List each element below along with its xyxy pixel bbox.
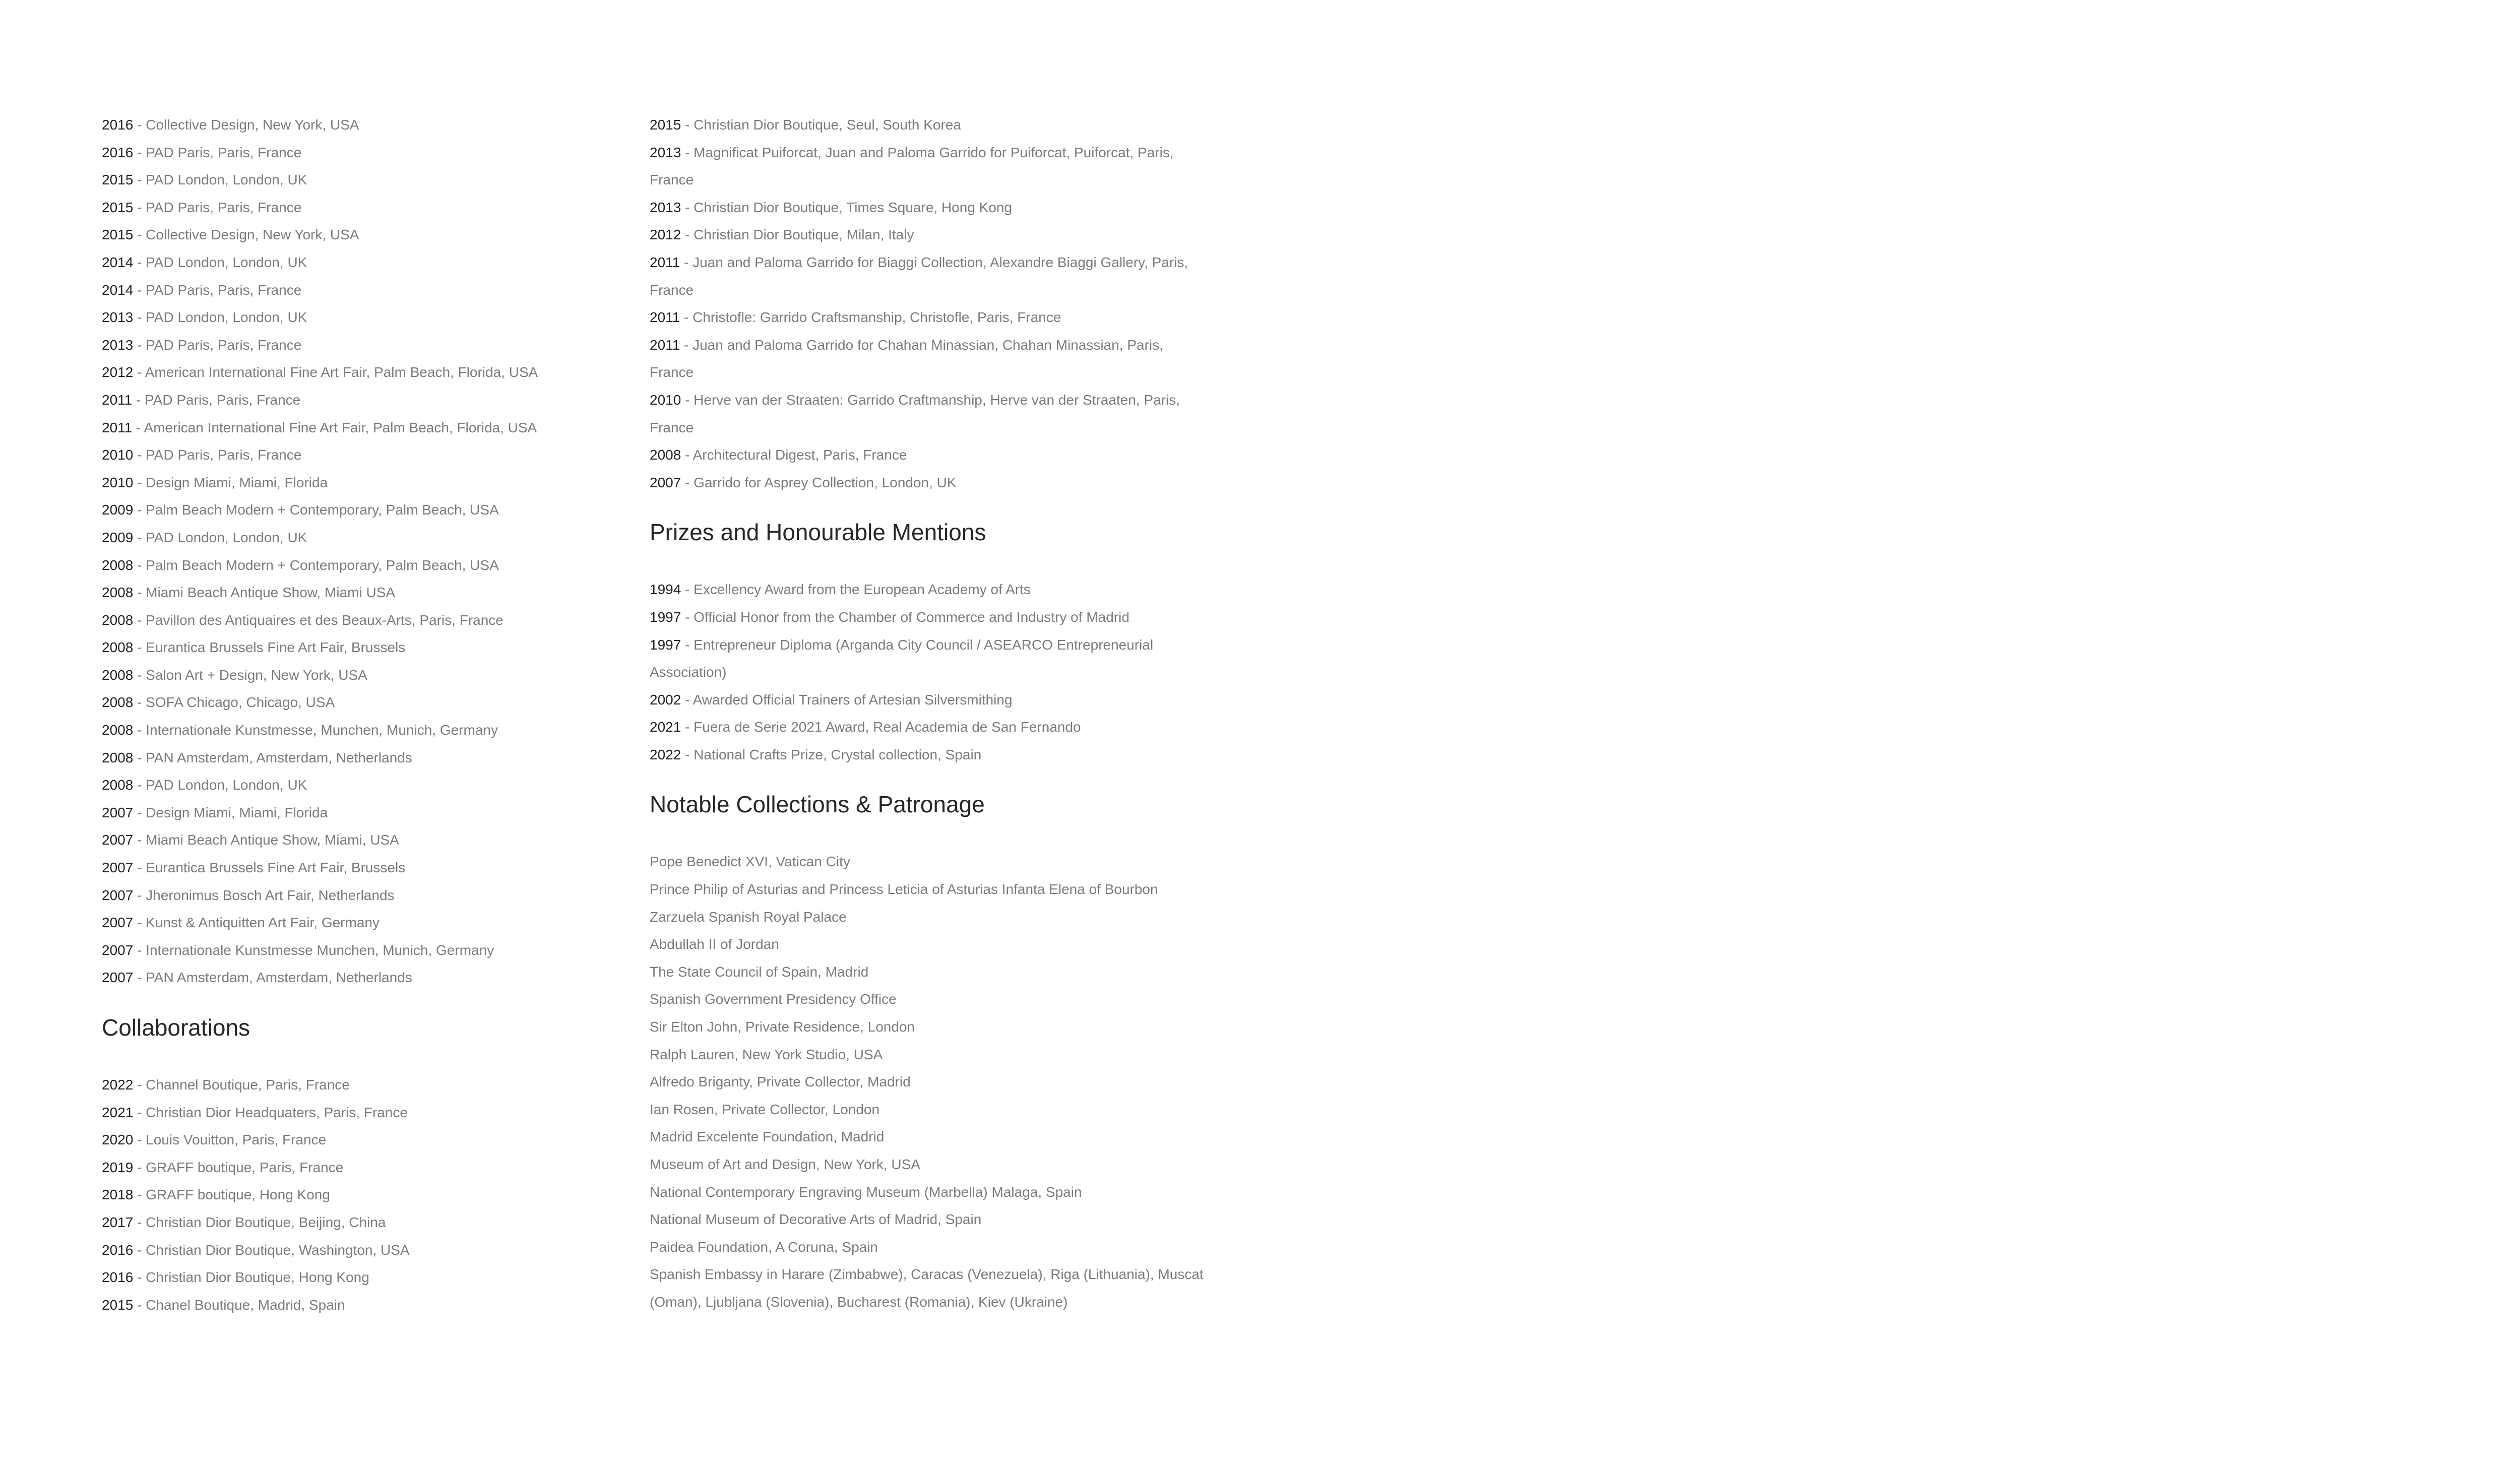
exhibition-entry [102, 496, 606, 524]
collaboration-entry [102, 1099, 606, 1127]
prize-entry [650, 714, 1204, 741]
collaboration-entry [650, 139, 1204, 194]
entry-year: 2002 [650, 691, 681, 708]
exhibition-entry [102, 387, 606, 414]
entry-year: 2016 [102, 1242, 134, 1258]
exhibition-entry [102, 772, 606, 799]
exhibition-entry [102, 964, 606, 992]
entry-text: - Jheronimus Bosch Art Fair, Netherlands [133, 887, 395, 903]
collection-entry: Ralph Lauren, New York Studio, USA [650, 1046, 883, 1062]
collaboration-entry [650, 469, 1204, 497]
exhibitions-list [102, 111, 606, 992]
entry-text: - Internationale Kunstmesse, Munchen, Munich, Germany [133, 722, 498, 738]
prizes-list [650, 576, 1204, 768]
collaboration-entry [650, 221, 1204, 249]
exhibition-entry [102, 359, 606, 387]
collection-entry: Sir Elton John, Private Residence, London [650, 1019, 915, 1035]
entry-text: - Palm Beach Modern + Contemporary, Palm Beach, USA [133, 502, 499, 518]
collaboration-entry [650, 332, 1204, 387]
entry-year: 2016 [102, 117, 134, 133]
entry-text: - Garrido for Asprey Collection, London, UK [681, 474, 957, 490]
exhibition-entry [102, 441, 606, 469]
entry-text: - National Crafts Prize, Crystal collection, Spain [681, 746, 982, 762]
entry-year: 2021 [102, 1104, 134, 1120]
collaboration-entry [102, 1181, 606, 1209]
entry-text: - Palm Beach Modern + Contemporary, Palm Beach, USA [133, 557, 499, 573]
prize-entry [650, 576, 1204, 604]
entry-year: 2007 [102, 942, 134, 958]
collections-list [650, 848, 1204, 1316]
exhibition-entry [102, 826, 606, 854]
collection-entry: The State Council of Spain, Madrid [650, 964, 869, 980]
entry-text: - Official Honor from the Chamber of Commerce and Industry of Madrid [681, 609, 1129, 625]
entry-year: 2009 [102, 529, 134, 545]
entry-text: - Christian Dior Boutique, Milan, Italy [681, 227, 914, 243]
exhibition-entry [102, 414, 606, 442]
exhibition-entry [102, 304, 606, 332]
exhibition-entry [102, 277, 606, 304]
collaborations-list-right [650, 111, 1204, 496]
exhibition-entry [102, 332, 606, 359]
collaboration-entry [102, 1237, 606, 1264]
entry-year: 2008 [102, 749, 134, 765]
entry-year: 2009 [102, 502, 134, 518]
entry-year: 2022 [650, 746, 681, 762]
entry-text: - SOFA Chicago, Chicago, USA [133, 694, 335, 711]
exhibition-entry [102, 524, 606, 552]
entry-year: 2007 [102, 832, 134, 848]
entry-text: - Christian Dior Boutique, Seul, South Korea [681, 117, 961, 133]
entry-text: - Christian Dior Headquaters, Paris, France [133, 1104, 408, 1120]
entry-year: 2008 [102, 722, 134, 738]
entry-year: 2007 [650, 474, 681, 490]
exhibition-entry [102, 552, 606, 580]
exhibition-entry [102, 689, 606, 717]
collection-entry: National Contemporary Engraving Museum (Marbella) Malaga, Spain [650, 1184, 1082, 1200]
left-column [102, 111, 606, 1319]
entry-text: - Christofle: Garrido Craftsmanship, Christofle, Paris, France [680, 309, 1061, 326]
entry-text: - Christian Dior Boutique, Hong Kong [133, 1269, 369, 1286]
collaboration-entry [650, 304, 1204, 332]
entry-text: - Juan and Paloma Garrido for Biaggi Collection, Alexandre Biaggi Gallery, Paris, France [650, 254, 1188, 298]
exhibition-entry [102, 634, 606, 662]
entry-text: - PAD Paris, Paris, France [133, 282, 302, 298]
entry-text: - American International Fine Art Fair, Palm Beach, Florida, USA [132, 419, 537, 435]
entry-year: 2015 [102, 227, 134, 243]
entry-year: 2008 [650, 447, 681, 463]
entry-text: - Miami Beach Antique Show, Miami, USA [133, 832, 399, 848]
exhibition-entry [102, 221, 606, 249]
entry-year: 2015 [102, 199, 134, 215]
entry-text: - PAD London, London, UK [133, 529, 307, 545]
exhibition-entry [102, 662, 606, 689]
entry-text: - PAD London, London, UK [133, 309, 307, 326]
entry-year: 2010 [102, 447, 134, 463]
entry-text: - Christian Dior Boutique, Beijing, China [133, 1214, 386, 1230]
collection-entry: Zarzuela Spanish Royal Palace [650, 909, 847, 925]
collaborations-heading: Collaborations [102, 1014, 250, 1041]
collection-entry: Madrid Excelente Foundation, Madrid [650, 1129, 885, 1145]
entry-year: 2019 [102, 1159, 134, 1175]
exhibition-entry [102, 111, 606, 139]
entry-text: - Internationale Kunstmesse Munchen, Munich, Germany [133, 942, 494, 958]
entry-year: 2011 [102, 392, 133, 408]
entry-text: - PAD Paris, Paris, France [133, 144, 302, 160]
entry-text: - Eurantica Brussels Fine Art Fair, Brussels [133, 639, 406, 656]
entry-year: 2013 [102, 309, 134, 326]
exhibition-entry [102, 194, 606, 222]
entry-year: 2022 [102, 1077, 134, 1093]
prize-entry [650, 631, 1204, 686]
entry-text: - PAD London, London, UK [133, 172, 307, 188]
entry-year: 2007 [102, 887, 134, 903]
entry-year: 2011 [650, 309, 680, 326]
entry-year: 2008 [102, 557, 134, 573]
entry-text: - American International Fine Art Fair, Palm Beach, Florida, USA [133, 364, 538, 380]
entry-text: - Fuera de Serie 2021 Award, Real Academia de San Fernando [681, 719, 1081, 735]
entry-text: - Eurantica Brussels Fine Art Fair, Brussels [133, 860, 406, 876]
entry-text: - Christian Dior Boutique, Times Square, Hong Kong [681, 199, 1013, 215]
prize-entry [650, 741, 1204, 769]
collaboration-entry [102, 1126, 606, 1154]
entry-text: - Architectural Digest, Paris, France [681, 447, 907, 463]
entry-year: 2014 [102, 282, 134, 298]
entry-year: 2008 [102, 667, 134, 683]
entry-year: 2013 [650, 199, 681, 215]
right-column [650, 111, 1204, 1316]
entry-text: - PAD Paris, Paris, France [132, 392, 301, 408]
entry-text: - Louis Vouitton, Paris, France [133, 1132, 327, 1148]
collection-entry: National Museum of Decorative Arts of Madrid, Spain [650, 1211, 982, 1228]
collaboration-entry [102, 1209, 606, 1237]
entry-year: 2008 [102, 612, 134, 628]
exhibition-entry [102, 579, 606, 607]
entry-year: 2017 [102, 1214, 134, 1230]
exhibition-entry [102, 799, 606, 827]
entry-text: - PAD London, London, UK [133, 254, 307, 270]
exhibition-entry [102, 607, 606, 634]
entry-text: - Christian Dior Boutique, Washington, USA [133, 1242, 410, 1258]
entry-year: 2020 [102, 1132, 134, 1148]
entry-text: - Miami Beach Antique Show, Miami USA [133, 585, 396, 601]
collection-entry: Alfredo Briganty, Private Collector, Madrid [650, 1074, 911, 1090]
prize-entry [650, 686, 1204, 714]
collection-entry: Spanish Embassy in Harare (Zimbabwe), Caracas (Venezuela), Riga (Lithuania), Muscat (Oman), Ljubljana (Slovenia), Bucharest (Romania), Kiev (Ukraine) [650, 1266, 1204, 1310]
exhibition-entry [102, 882, 606, 910]
entry-text: - GRAFF boutique, Paris, France [133, 1159, 344, 1175]
entry-year: 2021 [650, 719, 681, 735]
collection-entry: Paidea Foundation, A Coruna, Spain [650, 1239, 878, 1255]
exhibition-entry [102, 249, 606, 277]
entry-year: 2014 [102, 254, 134, 270]
exhibition-entry [102, 937, 606, 965]
exhibition-entry [102, 469, 606, 497]
collection-entry: Ian Rosen, Private Collector, London [650, 1101, 880, 1117]
entry-year: 2008 [102, 777, 134, 793]
entry-year: 2007 [102, 804, 134, 820]
exhibition-entry [102, 744, 606, 772]
entry-text: - Collective Design, New York, USA [133, 117, 359, 133]
entry-year: 2012 [102, 364, 134, 380]
collection-entry: Abdullah II of Jordan [650, 936, 779, 952]
entry-text: - Design Miami, Miami, Florida [133, 804, 328, 820]
entry-text: - Awarded Official Trainers of Artesian Silversmithing [681, 691, 1013, 708]
collaboration-entry [102, 1154, 606, 1182]
collaboration-entry [102, 1292, 606, 1319]
entry-text: - PAN Amsterdam, Amsterdam, Netherlands [133, 749, 412, 765]
entry-year: 2007 [102, 970, 134, 986]
entry-year: 2013 [650, 144, 681, 160]
exhibition-entry [102, 717, 606, 744]
entry-text: - Herve van der Straaten: Garrido Craftmanship, Herve van der Straaten, Paris, France [650, 392, 1180, 435]
entry-year: 1997 [650, 636, 681, 653]
entry-text: - PAD Paris, Paris, France [133, 337, 302, 353]
entry-text: - PAD Paris, Paris, France [133, 199, 302, 215]
entry-year: 2007 [102, 860, 134, 876]
entry-text: - Juan and Paloma Garrido for Chahan Minassian, Chahan Minassian, Paris, France [650, 337, 1163, 380]
entry-year: 2008 [102, 694, 134, 711]
collection-entry: Prince Philip of Asturias and Princess Leticia of Asturias Infanta Elena of Bourbon [650, 881, 1158, 897]
entry-year: 2010 [650, 392, 681, 408]
entry-text: - Excellency Award from the European Academy of Arts [681, 582, 1031, 598]
collaboration-entry [650, 194, 1204, 222]
entry-text: - Design Miami, Miami, Florida [133, 474, 328, 490]
entry-year: 2011 [650, 254, 680, 270]
entry-year: 2008 [102, 585, 134, 601]
entry-text: - PAN Amsterdam, Amsterdam, Netherlands [133, 970, 412, 986]
entry-year: 2018 [102, 1187, 134, 1203]
entry-year: 1994 [650, 582, 681, 598]
entry-year: 2015 [102, 172, 134, 188]
collection-entry: Spanish Government Presidency Office [650, 991, 897, 1007]
entry-text: - Salon Art + Design, New York, USA [133, 667, 367, 683]
entry-year: 1997 [650, 609, 681, 625]
prizes-heading: Prizes and Honourable Mentions [650, 519, 986, 546]
entry-text: - Channel Boutique, Paris, France [133, 1077, 350, 1093]
collaborations-list-left [102, 1071, 606, 1319]
collaboration-entry [102, 1071, 606, 1099]
exhibition-entry [102, 909, 606, 937]
entry-year: 2015 [102, 1297, 134, 1313]
entry-year: 2007 [102, 915, 134, 931]
collaboration-entry [102, 1264, 606, 1292]
entry-year: 2012 [650, 227, 681, 243]
collaboration-entry [650, 249, 1204, 304]
entry-text: - Chanel Boutique, Madrid, Spain [133, 1297, 345, 1313]
exhibition-entry [102, 166, 606, 194]
entry-year: 2008 [102, 639, 134, 656]
collaboration-entry [650, 387, 1204, 441]
collection-entry: Pope Benedict XVI, Vatican City [650, 854, 850, 870]
collection-entry: Museum of Art and Design, New York, USA [650, 1157, 920, 1172]
entry-text: - PAD London, London, UK [133, 777, 307, 793]
entry-year: 2011 [102, 419, 133, 435]
entry-year: 2010 [102, 474, 134, 490]
collaboration-entry [650, 441, 1204, 469]
entry-text: - Magnificat Puiforcat, Juan and Paloma Garrido for Puiforcat, Puiforcat, Paris, France [650, 144, 1174, 188]
collaboration-entry [650, 111, 1204, 139]
entry-text: - PAD Paris, Paris, France [133, 447, 302, 463]
entry-year: 2016 [102, 144, 134, 160]
exhibition-entry [102, 139, 606, 167]
entry-year: 2013 [102, 337, 134, 353]
entry-text: - Collective Design, New York, USA [133, 227, 359, 243]
collections-heading: Notable Collections & Patronage [650, 791, 985, 818]
entry-year: 2011 [650, 337, 680, 353]
prize-entry [650, 604, 1204, 631]
entry-text: - GRAFF boutique, Hong Kong [133, 1187, 330, 1203]
entry-year: 2016 [102, 1269, 134, 1286]
exhibition-entry [102, 854, 606, 882]
entry-text: - Entrepreneur Diploma (Arganda City Council / ASEARCO Entrepreneurial Association) [650, 636, 1154, 680]
entry-text: - Kunst & Antiquitten Art Fair, Germany [133, 915, 380, 931]
entry-text: - Pavillon des Antiquaires et des Beaux-Arts, Paris, France [133, 612, 503, 628]
entry-year: 2015 [650, 117, 681, 133]
